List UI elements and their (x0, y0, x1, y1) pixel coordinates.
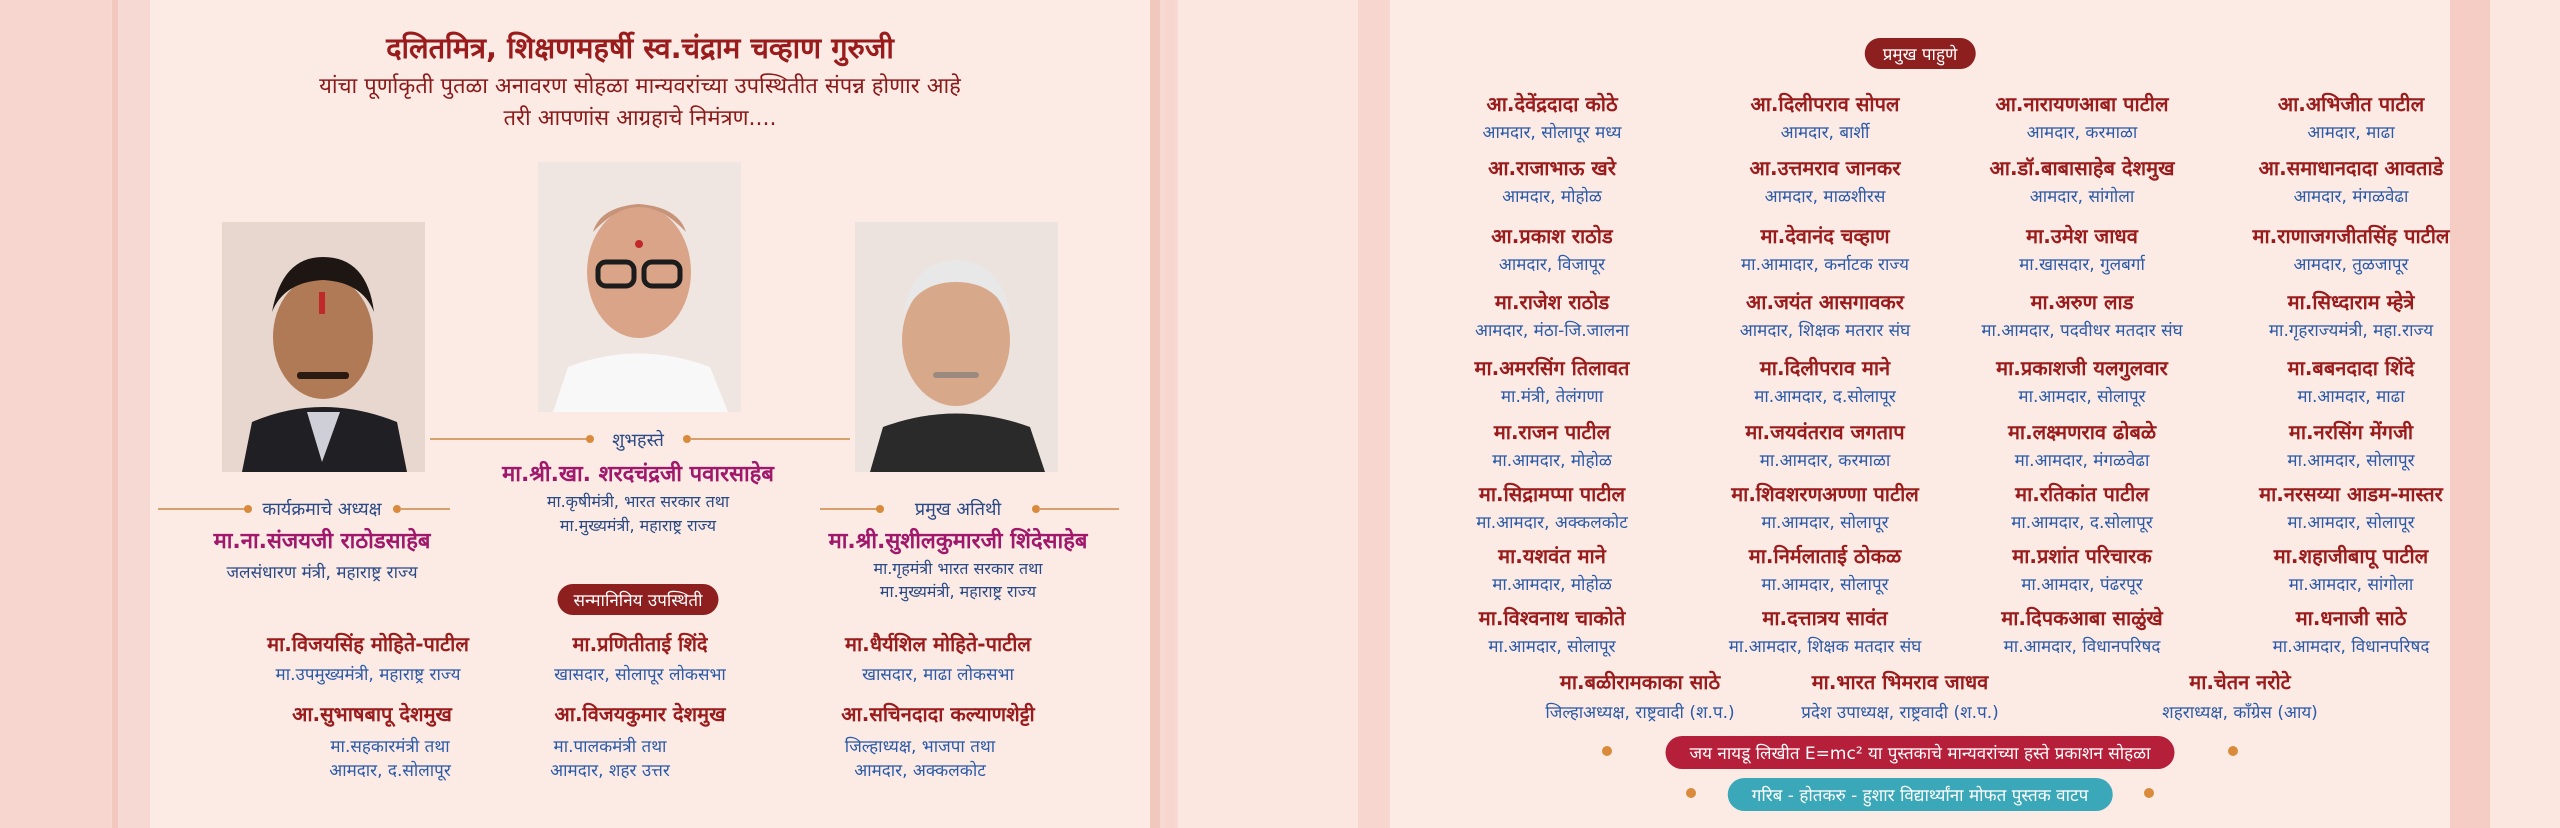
divider-dot (876, 505, 884, 513)
guest-designation: आमदार, करमाळा (2026, 123, 2138, 143)
guest-name: मा.यशवंत माने (1498, 544, 1606, 568)
honored-person-designation: जिल्हाध्यक्ष, भाजपा तथा (844, 737, 996, 757)
guest-name: मा.लक्ष्मणराव ढोबळे (2007, 420, 2157, 444)
guest-designation: मा.खासदार, गुलबर्गा (2019, 255, 2145, 275)
guest-designation: मा.आमदार, करमाळा (1759, 451, 1891, 471)
main-guest-name: मा.श्री.सुशीलकुमारजी शिंदेसाहेब (828, 529, 1088, 554)
guest-name: मा.शिवशरणअण्णा पाटील (1731, 482, 1919, 506)
guests-badge: प्रमुख पाहुणे (1865, 38, 1976, 69)
guest-name: मा.निर्मलाताई ठोकळ (1748, 544, 1902, 568)
guest-designation: मा.आमदार, अक्कलकोट (1476, 513, 1628, 533)
divider-line (400, 508, 450, 510)
honored-person-designation: मा.पालकमंत्री तथा (553, 737, 667, 757)
president-name: मा.ना.संजयजी राठोडसाहेब (213, 529, 431, 554)
divider-line (1039, 508, 1119, 510)
guest-designation: आमदार, माळशीरस (1764, 187, 1886, 207)
photo-chief-guest (538, 162, 741, 412)
honored-person-designation: खासदार, सोलापूर लोकसभा (554, 665, 726, 685)
divider-line (158, 508, 248, 510)
guest-designation: प्रदेश उपाध्यक्ष, राष्ट्रवादी (श.प.) (1801, 703, 1999, 723)
guest-name: मा.राजेश राठोड (1494, 290, 1610, 314)
banner-dot (2228, 746, 2238, 756)
divider-dot (244, 505, 252, 513)
guest-designation: आमदार, तुळजापूर (2293, 255, 2409, 275)
invitation-line-1: यांचा पूर्णाकृती पुतळा अनावरण सोहळा मान्यवरांच्या उपस्थितीत संपन्न होणार आहे (319, 74, 961, 99)
middle-blank-panel (1178, 0, 1358, 828)
guest-name: मा.प्रशांत परिचारक (2012, 544, 2152, 568)
president-role: कार्यक्रमाचे अध्यक्ष (262, 499, 382, 520)
guest-designation: मा.आमदार, सांगोला (2288, 575, 2414, 595)
honored-person-name: मा.विजयसिंह मोहिते-पाटील (267, 632, 469, 656)
stripe (1165, 0, 1175, 828)
guest-designation: मा.गृहराज्यमंत्री, महा.राज्य (2268, 321, 2434, 341)
guest-designation: मा.आमदार, विधानपरिषद (2272, 637, 2430, 657)
stripe (112, 0, 118, 828)
guest-name: मा.रतिकांत पाटील (2015, 482, 2149, 506)
guest-designation: आमदार, मंगळवेढा (2293, 187, 2409, 207)
guest-designation: मा.मंत्री, तेलंगणा (1500, 387, 1604, 407)
chief-guest-role: शुभहस्ते (612, 430, 664, 451)
honored-person-designation: आमदार, शहर उत्तर (550, 761, 670, 781)
guest-designation: मा.आमदार, पदवीधर मतदार संघ (1981, 321, 2183, 341)
main-guest-designation-2: मा.मुख्यमंत्री, महाराष्ट्र राज्य (879, 582, 1037, 601)
honored-person-designation: मा.उपमुख्यमंत्री, महाराष्ट्र राज्य (275, 665, 461, 685)
president-designation: जलसंधारण मंत्री, महाराष्ट्र राज्य (226, 563, 418, 583)
guest-designation: आमदार, मंठा-जि.जालना (1474, 321, 1630, 341)
honored-person-designation: मा.सहकारमंत्री तथा (330, 737, 450, 757)
guest-designation: मा.आमदार, मोहोळ (1492, 451, 1612, 471)
guest-designation: मा.आमदार, मोहोळ (1492, 575, 1612, 595)
honored-person-name: मा.प्रणितीताई शिंदे (572, 632, 708, 656)
banner-dot (1686, 788, 1696, 798)
guest-name: मा.दत्तात्रय सावंत (1762, 606, 1888, 630)
book-distribution-banner: गरिब - होतकरु - हुशार विद्यार्थ्यांना मोफत पुस्तक वाटप (1728, 778, 2113, 811)
guest-designation: मा.आमदार, शिक्षक मतदार संघ (1728, 637, 1922, 657)
photo-main-guest (855, 222, 1058, 472)
guest-name: मा.अमरसिंग तिलावत (1474, 356, 1630, 380)
guest-designation: मा.आमदार, सोलापूर (1488, 637, 1616, 657)
guest-designation: आमदार, विजापूर (1498, 255, 1606, 275)
guest-name: मा.प्रकाशजी यलगुलवार (1996, 356, 2168, 380)
guest-name: मा.उमेश जाधव (2026, 224, 2138, 248)
guest-designation: आमदार, सांगोला (2029, 187, 2135, 207)
guest-name: मा.बबनदादा शिंदे (2287, 356, 2415, 380)
guest-designation: मा.आमदार, सोलापूर (1761, 513, 1889, 533)
guest-designation: मा.आमदार, सोलापूर (2287, 451, 2415, 471)
guest-name: मा.भारत भिमराव जाधव (1811, 670, 1989, 694)
chief-guest-designation-1: मा.कृषीमंत्री, भारत सरकार तथा (546, 492, 730, 511)
main-guest-role: प्रमुख अतिथी (914, 499, 1002, 520)
chief-guest-name: मा.श्री.खा. शरदचंद्रजी पवारसाहेब (502, 462, 774, 487)
left-edge-stripe (0, 0, 110, 828)
guest-name: मा.सिद्रामप्पा पाटील (1478, 482, 1626, 506)
chief-guest-designation-2: मा.मुख्यमंत्री, महाराष्ट्र राज्य (559, 516, 717, 535)
book-launch-banner: जय नायडू लिखीत E=mc² या पुस्तकाचे मान्यवरांच्या हस्ते प्रकाशन सोहळा (1666, 736, 2175, 769)
guest-designation: मा.आमादार, कर्नाटक राज्य (1741, 255, 1909, 275)
guest-name: मा.दिलीपराव माने (1759, 356, 1891, 380)
stripe (1150, 0, 1160, 828)
stripe (1358, 0, 1388, 828)
guest-designation: मा.आमदार, सोलापूर (2018, 387, 2146, 407)
guest-designation: मा.आमदार, द.सोलापूर (1754, 387, 1896, 407)
guest-designation: मा.आमदार, सोलापूर (2287, 513, 2415, 533)
guest-designation: आमदार, मोहोळ (1502, 187, 1602, 207)
guest-designation: मा.आमदार, माढा (2297, 387, 2405, 407)
stripe (2450, 0, 2490, 828)
guest-name: आ.डॉ.बाबासाहेब देशमुख (1989, 156, 2175, 180)
guest-designation: आमदार, सोलापूर मध्य (1482, 123, 1622, 143)
guest-designation: मा.आमदार, द.सोलापूर (2011, 513, 2153, 533)
guest-designation: आमदार, माढा (2307, 123, 2395, 143)
guest-name: मा.नरसय्या आडम-मास्तर (2259, 482, 2443, 506)
divider-line (430, 438, 590, 440)
guest-name: मा.देवानंद चव्हाण (1760, 224, 1890, 248)
guest-designation: शहराध्यक्ष, काँग्रेस (आय) (2162, 703, 2318, 723)
guest-designation: मा.आमदार, पंढरपूर (2021, 575, 2143, 595)
guest-name: मा.दिपकआबा साळुंखे (2001, 606, 2163, 630)
honored-person-designation: खासदार, माढा लोकसभा (862, 665, 1014, 685)
guest-name: मा.नरसिंग मेंगजी (2288, 420, 2414, 444)
guest-name: मा.धनाजी साठे (2295, 606, 2407, 630)
guest-designation: जिल्हाअध्यक्ष, राष्ट्रवादी (श.प.) (1545, 703, 1735, 723)
guest-designation: मा.आमदार, मंगळवेढा (2014, 451, 2150, 471)
guest-name: आ.उत्तमराव जानकर (1749, 156, 1901, 180)
guest-name: आ.राजाभाऊ खरे (1488, 156, 1616, 180)
guest-name: आ.देवेंद्रदादा कोठे (1486, 92, 1618, 116)
guest-name: आ.प्रकाश राठोड (1491, 224, 1613, 248)
guest-designation: आमदार, शिक्षक मतरार संघ (1739, 321, 1911, 341)
main-guest-designation-1: मा.गृहमंत्री भारत सरकार तथा (873, 559, 1043, 578)
divider-line (690, 438, 850, 440)
guest-name: आ.दिलीपराव सोपल (1750, 92, 1900, 116)
banner-dot (2144, 788, 2154, 798)
guest-name: मा.बळीरामकाका साठे (1559, 670, 1721, 694)
honored-person-name: मा.धैर्यशिल मोहिते-पाटील (845, 632, 1031, 656)
honored-person-name: आ.सचिनदादा कल्याणशेट्टी (841, 702, 1035, 726)
honored-person-designation: आमदार, अक्कलकोट (854, 761, 986, 781)
guest-name: मा.चेतन नरोटे (2189, 670, 2291, 694)
banner-dot (1602, 746, 1612, 756)
guest-name: आ.अभिजीत पाटील (2277, 92, 2425, 116)
right-edge-panel (2490, 0, 2560, 828)
guest-name: मा.विश्वनाथ चाकोते (1478, 606, 1626, 630)
honored-badge: सन्मानिनिय उपस्थिती (557, 584, 718, 615)
guest-name: आ.जयंत आसगावकर (1746, 290, 1904, 314)
honored-person-designation: आमदार, द.सोलापूर (329, 761, 451, 781)
photo-president (222, 222, 425, 472)
guest-name: मा.शहाजीबापू पाटील (2273, 544, 2429, 568)
invitation-title: दलितमित्र, शिक्षणमहर्षी स्व.चंद्राम चव्हाण गुरुजी (386, 31, 894, 65)
guest-designation: मा.आमदार, विधानपरिषद (2003, 637, 2161, 657)
guest-name: मा.राजन पाटील (1493, 420, 1611, 444)
guest-designation: मा.आमदार, सोलापूर (1761, 575, 1889, 595)
divider-dot (586, 435, 594, 443)
divider-line (820, 508, 880, 510)
honored-person-name: आ.विजयकुमार देशमुख (554, 702, 726, 726)
guest-name: मा.राणाजगजीतसिंह पाटील (2252, 224, 2450, 248)
guest-name: मा.अरुण लाड (2030, 290, 2134, 314)
guest-name: आ.नारायणआबा पाटील (1995, 92, 2169, 116)
honored-person-name: आ.सुभाषबापू देशमुख (292, 702, 452, 726)
guest-designation: आमदार, बार्शी (1780, 123, 1870, 143)
invitation-line-2: तरी आपणांस आग्रहाचे निमंत्रण.... (503, 106, 777, 131)
guest-name: आ.समाधानदादा आवताडे (2258, 156, 2444, 180)
guest-name: मा.सिध्दाराम म्हेत्रे (2287, 290, 2415, 314)
guest-name: मा.जयवंतराव जगताप (1745, 420, 1905, 444)
